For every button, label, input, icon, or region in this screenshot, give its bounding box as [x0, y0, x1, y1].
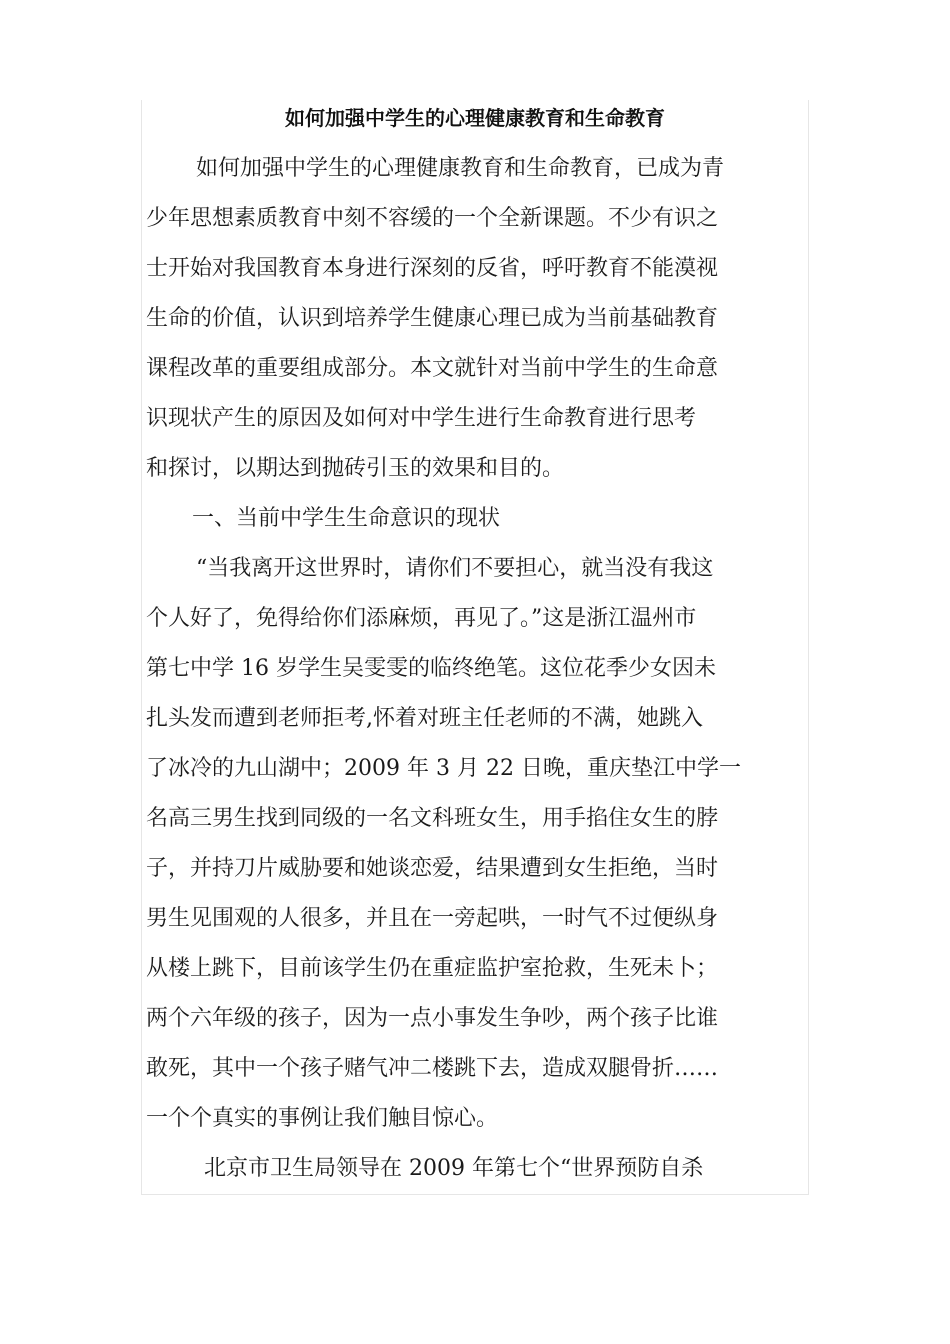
paragraph-line: 从楼上跳下，目前该学生仍在重症监护室抢救，生死未卜； — [146, 956, 719, 981]
paragraph-line: 两个六年级的孩子，因为一点小事发生争吵，两个孩子比谁 — [146, 1006, 719, 1031]
paragraph-line: 子，并持刀片威胁要和她谈恋爱，结果遭到女生拒绝，当时 — [146, 856, 719, 881]
document-title: 如何加强中学生的心理健康教育和生命教育 — [285, 106, 665, 130]
paragraph-line: 名高三男生找到同级的一名文科班女生，用手掐住女生的脖 — [146, 806, 719, 831]
paragraph-line: 课程改革的重要组成部分。本文就针对当前中学生的生命意 — [146, 356, 719, 381]
paragraph-line: 少年思想素质教育中刻不容缓的一个全新课题。不少有识之 — [146, 206, 719, 231]
paragraph-line: 第七中学 16 岁学生吴雯雯的临终绝笔。这位花季少女因未 — [146, 656, 716, 681]
paragraph-line: 个人好了，免得给你们添麻烦，再见了。”这是浙江温州市 — [146, 606, 697, 631]
paragraph-line: 男生见围观的人很多，并且在一旁起哄，一时气不过便纵身 — [146, 906, 719, 931]
paragraph-line: “当我离开这世界时，请你们不要担心，就当没有我这 — [196, 556, 714, 581]
paragraph-line: 和探讨，以期达到抛砖引玉的效果和目的。 — [146, 456, 565, 481]
section-heading: 一、当前中学生生命意识的现状 — [192, 506, 501, 531]
paragraph-line: 生命的价值，认识到培养学生健康心理已成为当前基础教育 — [146, 306, 719, 331]
paragraph-line: 北京市卫生局领导在 2009 年第七个“世界预防自杀 — [204, 1156, 704, 1181]
paragraph-line: 了冰冷的九山湖中；2009 年 3 月 22 日晚，重庆垫江中学一 — [146, 756, 741, 781]
paragraph-line: 敢死，其中一个孩子赌气冲二楼跳下去，造成双腿骨折…… — [146, 1056, 719, 1081]
paragraph-line: 士开始对我国教育本身进行深刻的反省，呼吁教育不能漠视 — [146, 256, 719, 281]
paragraph-line: 扎头发而遭到老师拒考,怀着对班主任老师的不满，她跳入 — [146, 706, 703, 731]
paragraph-line: 一个个真实的事例让我们触目惊心。 — [146, 1106, 499, 1131]
paragraph-line: 如何加强中学生的心理健康教育和生命教育，已成为青 — [196, 156, 725, 181]
paragraph-line: 识现状产生的原因及如何对中学生进行生命教育进行思考 — [146, 406, 697, 431]
